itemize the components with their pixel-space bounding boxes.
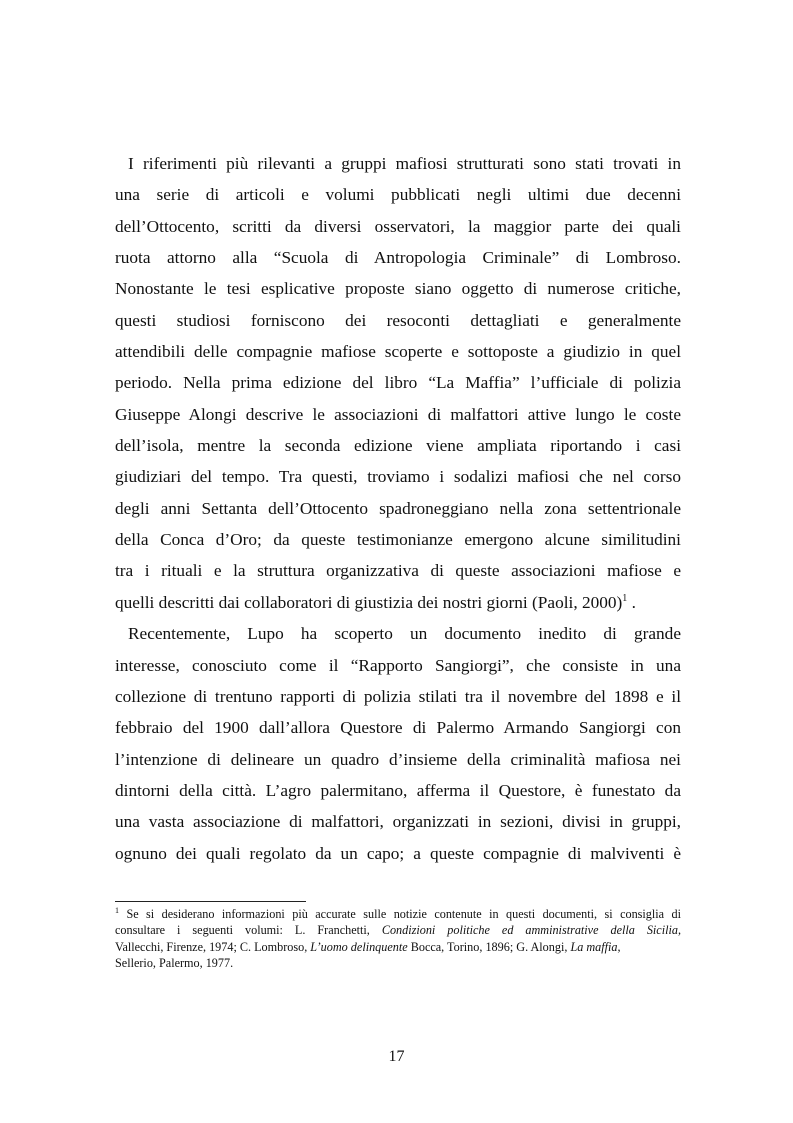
footnote-line [115,939,681,955]
text-line: interesse, conosciuto come il “Rapporto Sangiorgi”, che consiste in una [115,655,681,675]
text-line: dell’Ottocento, scritti da diversi osservatori, la maggior parte dei quali [115,216,681,236]
book-title: La maffia, [570,939,621,954]
text-line: I riferimenti più rilevanti a gruppi mafiosi strutturati sono stati trovati in [128,154,681,173]
footnote-text: Vallecchi, Firenze, 1974; C. Lombroso, [115,939,311,954]
footnote-number: 1 [115,906,119,915]
footnote-line [115,922,681,938]
text-line: tra i rituali e la struttura organizzativa di queste associazioni mafiose e [115,561,681,581]
footnote-line [115,906,681,922]
text-line: periodo. Nella prima edizione del libro “La Maffia” l’ufficiale di polizia [115,373,681,393]
book-title: Condizioni politiche ed amministrative della Sicilia, [381,923,682,938]
footnote-line: Sellerio, Palermo, 1977. [115,956,234,971]
footnote-text: consultare i seguenti volumi: L. Franchetti, [115,923,382,938]
text-line: Giuseppe Alongi descrive le associazioni di malfattori attive lungo le coste [115,404,681,424]
footnote-text: Se si desiderano informazioni più accurate sulle notizie contenute in questi documenti, si consiglia di [126,907,682,921]
text-line: giudiziari del tempo. Tra questi, troviamo i sodalizi mafiosi che nel corso [115,467,681,487]
sentence-end: . [631,592,636,612]
text-line: febbraio del 1900 dall’allora Questore di Palermo Armando Sangiorgi con [115,718,681,738]
text-line: della Conca d’Oro; da queste testimonianze emergono alcune similitudini [115,530,681,550]
text-line: dell’isola, mentre la seconda edizione viene ampliata riportando i casi [115,436,681,456]
body-text [115,148,681,869]
book-title: L’uomo delinquente [310,939,408,954]
footnote-reference[interactable]: 1 [622,592,628,604]
text-line: Nonostante le tesi esplicative proposte siano oggetto di numerose critiche, [115,279,681,299]
text-line: l’intenzione di delineare un quadro d’insieme della criminalità mafiosa nei [115,749,681,769]
text-line: attendibili delle compagnie mafiose scoperte e sottoposte a giudizio in quel [115,342,681,362]
footnote-divider [115,901,306,902]
text-line: collezione di trentuno rapporti di polizia stilati tra il novembre del 1898 e il [115,686,681,706]
text-line: una serie di articoli e volumi pubblicati negli ultimi due decenni [115,185,681,205]
text-line: dintorni della città. L’agro palermitano, afferma il Questore, è funestato da [115,780,681,800]
footnote [115,906,681,972]
footnote-text: Bocca, Torino, 1896; G. Alongi, [407,939,571,954]
text-line: ognuno dei quali regolato da un capo; a queste compagnie di malviventi è [115,843,681,863]
page-number: 17 [388,1048,405,1065]
text-line-last [115,587,681,618]
text-line: una vasta associazione di malfattori, organizzati in sezioni, divisi in gruppi, [115,812,681,832]
text-line: degli anni Settanta dell’Ottocento spadroneggiano nella zona settentrionale [115,498,681,518]
text-line: ruota attorno alla “Scuola di Antropologia Criminale” di Lombroso. [115,248,681,268]
text-line-content: quelli descritti dai collaboratori di giustizia dei nostri giorni (Paoli, 2000) [115,592,623,612]
text-line: questi studiosi forniscono dei resoconti dettagliati e generalmente [115,310,681,330]
text-line: Recentemente, Lupo ha scoperto un documento inedito di grande [128,624,681,644]
